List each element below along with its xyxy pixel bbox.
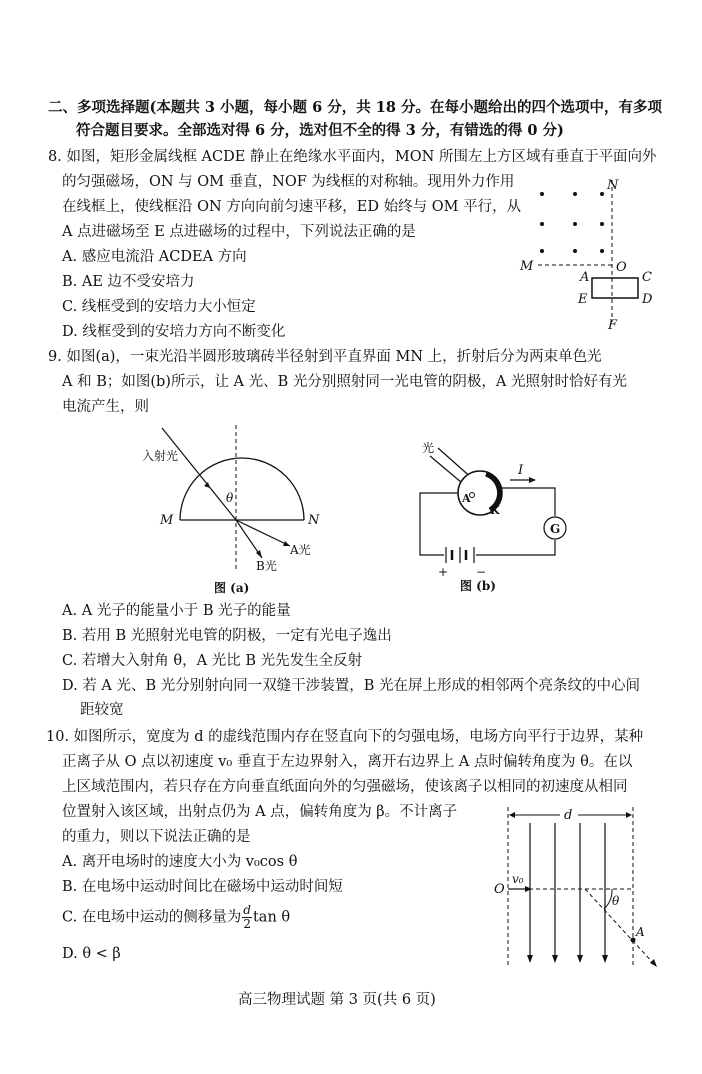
label-b-light: B光 (256, 559, 277, 573)
q10-text-line4: 位置射入该区域，出射点仍为 A 点，偏转角度为 β。不计离子 (62, 804, 458, 820)
label-o: O (616, 260, 627, 275)
q9-option-d-cont: 距较宽 (80, 702, 124, 718)
label-light: 光 (422, 441, 435, 455)
label-g: G (550, 522, 561, 536)
label-e: E (578, 292, 588, 307)
q8-text-line3: 在线框上，使线框沿 ON 方向向前匀速平移，ED 始终与 OM 平行，从 (62, 199, 522, 215)
q10-text-line3: 上区域范围内，若只存在方向垂直纸面向外的匀强磁场，使该离子以相同的初速度从相同 (62, 779, 628, 795)
exit-arrow-head (650, 959, 657, 967)
label-d: D (642, 292, 653, 307)
label-a: A (580, 270, 590, 285)
q8-option-a: A. 感应电流沿 ACDEA 方向 (62, 249, 247, 265)
ray-a-arrow (283, 541, 290, 546)
q10-text-line2: 正离子从 O 点以初速度 v₀ 垂直于左边界射入，离开右边界上 A 点时偏转角度为 θ。在以 (62, 754, 633, 770)
q9-option-d: D. 若 A 光、B 光分别射向同一双缝干涉装置，B 光在屏上形成的相邻两个亮条纹的中心间 (62, 678, 641, 694)
wire-right-top (502, 488, 555, 516)
q9-option-b: B. 若用 B 光照射光电管的阴极，一定有光电子逸出 (62, 628, 392, 644)
ray-a (236, 520, 290, 546)
wire-right-bottom (476, 540, 555, 555)
page-footer: 高三物理试题 第 3 页(共 6 页) (238, 992, 436, 1008)
label-c: C (642, 270, 652, 285)
label-a: A (636, 925, 645, 939)
label-plus: + (438, 565, 449, 579)
label-theta: θ (226, 491, 234, 505)
label-m: M (160, 513, 174, 528)
q10-electric-field-figure (494, 805, 665, 970)
width-arrow-left-head (509, 812, 515, 818)
section-header-line2: 符合题目要求。全部选对得 6 分，选对但不全的得 3 分，有错选的得 0 分) (76, 122, 564, 139)
field-dots (540, 192, 604, 253)
section-header-line1: 二、多项选择题(本题共 3 小题，每小题 6 分，共 18 分。在每小题给出的四个选项中，有多项 (48, 99, 663, 116)
label-incident-light: 入射光 (142, 449, 179, 463)
q8-option-b: B. AE 边不受安培力 (62, 274, 195, 290)
q9-option-a: A. A 光子的能量小于 B 光子的能量 (62, 603, 291, 619)
q8-magnetic-field-figure (520, 172, 670, 332)
label-a-light: A光 (290, 543, 311, 557)
q9-text-line2: A 和 B；如图(b)所示，让 A 光、B 光分别照射同一光电管的阴极，A 光照射时恰好有光 (62, 374, 627, 390)
label-k: K (490, 504, 500, 517)
battery (446, 547, 474, 563)
q10-text-line1: 10. 如图所示，宽度为 d 的虚线范围内存在竖直向下的匀强电场，电场方向平行于边界，某种 (46, 729, 644, 745)
width-arrow-right-head (626, 812, 632, 818)
label-a: A (462, 492, 471, 505)
label-minus: − (476, 565, 487, 579)
field-lines (530, 823, 605, 960)
q10-text-line5: 的重力，则以下说法正确的是 (62, 829, 251, 845)
label-current-i: I (518, 463, 524, 478)
label-d: d (564, 808, 573, 823)
current-arrow-head (529, 477, 536, 483)
exit-point-a (631, 938, 636, 943)
field-arrowheads (527, 955, 608, 963)
fraction-denominator: 2 (243, 917, 251, 931)
q9-text-line1: 9. 如图(a)，一束光沿半圆形玻璃砖半径射到平直界面 MN 上，折射后分为两束单色光 (48, 349, 602, 365)
fraction-d-over-2 (242, 904, 252, 931)
q10-option-b: B. 在电场中运动时间比在磁场中运动时间短 (62, 879, 343, 895)
label-m: M (520, 259, 534, 274)
incident-ray (162, 428, 236, 520)
fraction-numerator: d (243, 903, 251, 917)
label-o: O (494, 882, 505, 897)
q8-text-line1: 8. 如图，矩形金属线框 ACDE 静止在绝缘水平面内，MON 所围左上方区域有垂直于平面向外 (48, 149, 657, 165)
q9-option-c: C. 若增大入射角 θ，A 光比 B 光先发生全反射 (62, 653, 363, 669)
label-v0: v₀ (512, 872, 524, 886)
q8-text-line4: A 点进磁场至 E 点进磁场的过程中，下列说法正确的是 (62, 224, 416, 240)
semicircle-arc (180, 458, 304, 520)
q10-option-c-prefix: C. 在电场中运动的侧移量为 (62, 909, 242, 926)
v0-arrow-head (525, 886, 532, 892)
label-f: F (608, 318, 618, 333)
q10-option-c (62, 904, 290, 931)
q9-figure-a-semicircle-glass (140, 420, 330, 600)
wire-frame-acde (592, 278, 638, 298)
caption-a: 图 (a) (214, 581, 250, 595)
q10-option-a: A. 离开电场时的速度大小为 v₀cos θ (62, 854, 298, 870)
wire-left (420, 493, 458, 555)
q9-figure-b-phototube-circuit (410, 430, 580, 600)
caption-b: 图 (b) (460, 579, 496, 593)
q9-text-line3: 电流产生，则 (62, 399, 149, 415)
q8-text-line2: 的匀强磁场，ON 与 OM 垂直，NOF 为线框的对称轴。现用外力作用 (62, 174, 515, 190)
q10-option-c-suffix: tan θ (252, 909, 291, 926)
label-n: N (607, 178, 619, 193)
incident-arrow (204, 482, 210, 488)
label-n: N (308, 513, 320, 528)
q8-option-d: D. 线框受到的安培力方向不断变化 (62, 324, 286, 340)
q8-option-c: C. 线框受到的安培力大小恒定 (62, 299, 256, 315)
q10-option-d: D. θ < β (62, 946, 121, 962)
label-theta: θ (612, 894, 620, 908)
